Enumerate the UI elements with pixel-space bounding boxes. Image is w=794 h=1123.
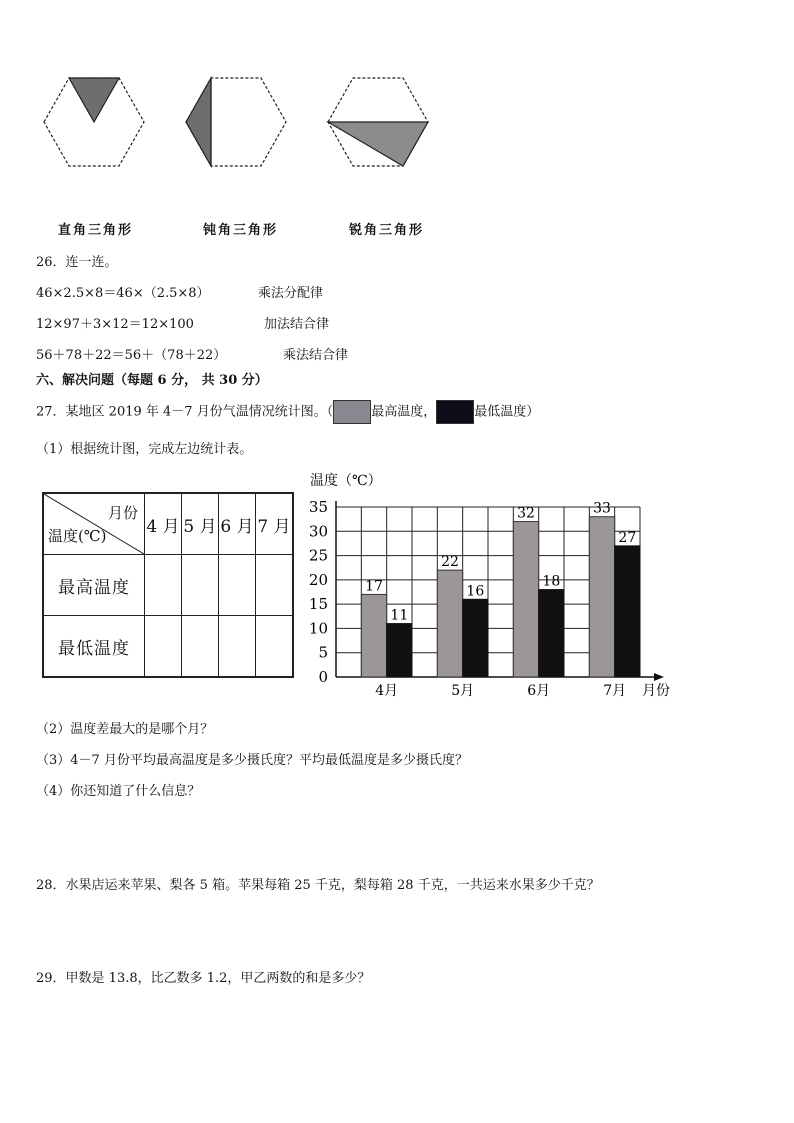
bar-low-label: 16 (466, 583, 485, 600)
q27-intro (36, 400, 539, 424)
q27-sub1: （1）根据统计图，完成左边统计表。 (36, 442, 253, 457)
stat-table-cell[interactable] (219, 555, 256, 616)
bar-high (589, 517, 614, 677)
bar-low-label: 18 (542, 573, 561, 590)
q29-text: 29．甲数是 13.8，比乙数多 1.2，甲乙两数的和是多少？ (36, 971, 371, 986)
stat-table-cell[interactable] (145, 616, 182, 678)
stat-table-cell[interactable] (182, 616, 219, 678)
stat-table (42, 492, 294, 678)
bar-low (463, 599, 488, 677)
q26-equation-2: 12×97＋3×12＝12×100 (36, 317, 194, 332)
stat-table-row-high (43, 555, 293, 616)
x-tick-label: 6月 (527, 683, 551, 699)
hexagon-label-acute: 锐角三角形 (349, 223, 425, 238)
x-axis-arrow (654, 673, 664, 681)
legend-high-swatch (333, 400, 371, 424)
x-tick-label: 7月 (603, 683, 627, 699)
x-tick-label: 4月 (375, 683, 399, 699)
bar-high (361, 594, 386, 677)
stat-table-cell[interactable] (182, 555, 219, 616)
legend-high-label: 最高温度， (371, 404, 437, 420)
bar-low (539, 590, 564, 677)
y-tick-label: 20 (308, 570, 328, 589)
y-tick-label: 10 (308, 619, 328, 638)
bar-high-label: 22 (441, 554, 459, 571)
q27-intro-text: 27．某地区 2019 年 4－7 月份气温情况统计图。（ (36, 404, 334, 420)
bar-low (387, 624, 412, 677)
y-tick-label: 25 (308, 546, 328, 565)
hexagon-label-obtuse: 钝角三角形 (203, 223, 279, 238)
hexagon-label-right: 直角三角形 (58, 223, 134, 238)
stat-table-header-row (43, 493, 293, 555)
y-tick-label: 0 (318, 668, 328, 686)
hexagon-acute-triangle (328, 78, 428, 166)
bar-high-label: 33 (593, 500, 611, 517)
x-tick-label: 5月 (451, 683, 475, 699)
stat-table-row-low-label: 最低温度 (43, 616, 145, 678)
stat-table-month-6: 6 月 (219, 493, 256, 555)
legend-low-label: 最低温度） (474, 404, 540, 420)
q26-law-3: 乘法结合律 (283, 348, 349, 363)
corner-temp-label: 温度(℃) (48, 527, 107, 545)
hexagon-svg (36, 72, 456, 172)
x-axis-label: 月份 (642, 683, 670, 699)
y-tick-label: 15 (308, 595, 328, 614)
q26-equation-3: 56＋78＋22＝56＋（78＋22） (36, 348, 227, 363)
bar-high-label: 32 (517, 505, 535, 522)
q26-equation-1: 46×2.5×8＝46×（2.5×8） (36, 286, 210, 301)
bar-low-label: 11 (390, 607, 409, 624)
stat-table-cell[interactable] (219, 616, 256, 678)
q27-sub4: （4）你还知道了什么信息？ (36, 784, 201, 799)
bar-high-label: 17 (365, 578, 383, 595)
q26-title: 26．连一连。 (36, 255, 118, 270)
stat-table-month-4: 4 月 (145, 493, 182, 555)
q26-law-1: 乘法分配律 (258, 286, 324, 301)
stat-table-row-high-label: 最高温度 (43, 555, 145, 616)
corner-month-label: 月份 (107, 504, 138, 522)
y-tick-label: 5 (318, 643, 328, 662)
bar-low-label: 27 (618, 529, 637, 546)
temperature-chart (300, 465, 670, 705)
hexagon-figures (36, 72, 456, 172)
stat-table-cell[interactable] (256, 616, 294, 678)
bar-high (437, 570, 462, 677)
q27-sub2: （2）温度差最大的是哪个月？ (36, 722, 214, 737)
y-axis-label: 温度（℃） (310, 473, 382, 489)
stat-table-month-7: 7 月 (256, 493, 294, 555)
stat-table-row-low (43, 616, 293, 678)
stat-table-cell[interactable] (145, 555, 182, 616)
stat-table-cell[interactable] (256, 555, 294, 616)
legend-low-swatch (436, 400, 474, 424)
q28-text: 28．水果店运来苹果、梨各 5 箱。苹果每箱 25 千克，梨每箱 28 千克，一共运来水果多少千克？ (36, 878, 600, 893)
q26-law-2: 加法结合律 (264, 317, 330, 332)
y-tick-label: 30 (308, 522, 328, 541)
stat-table-month-5: 5 月 (182, 493, 219, 555)
q27-sub3: （3）4－7 月份平均最高温度是多少摄氏度？平均最低温度是多少摄氏度？ (36, 753, 468, 768)
hexagon-obtuse-triangle (186, 78, 286, 166)
bar-low (615, 546, 640, 677)
y-tick-label: 35 (308, 498, 328, 516)
hexagon-right-triangle (44, 78, 144, 166)
section-six-title: 六、解决问题（每题 6 分， 共 30 分） (36, 373, 268, 388)
bar-high (513, 522, 538, 677)
stat-table-corner (43, 493, 145, 555)
